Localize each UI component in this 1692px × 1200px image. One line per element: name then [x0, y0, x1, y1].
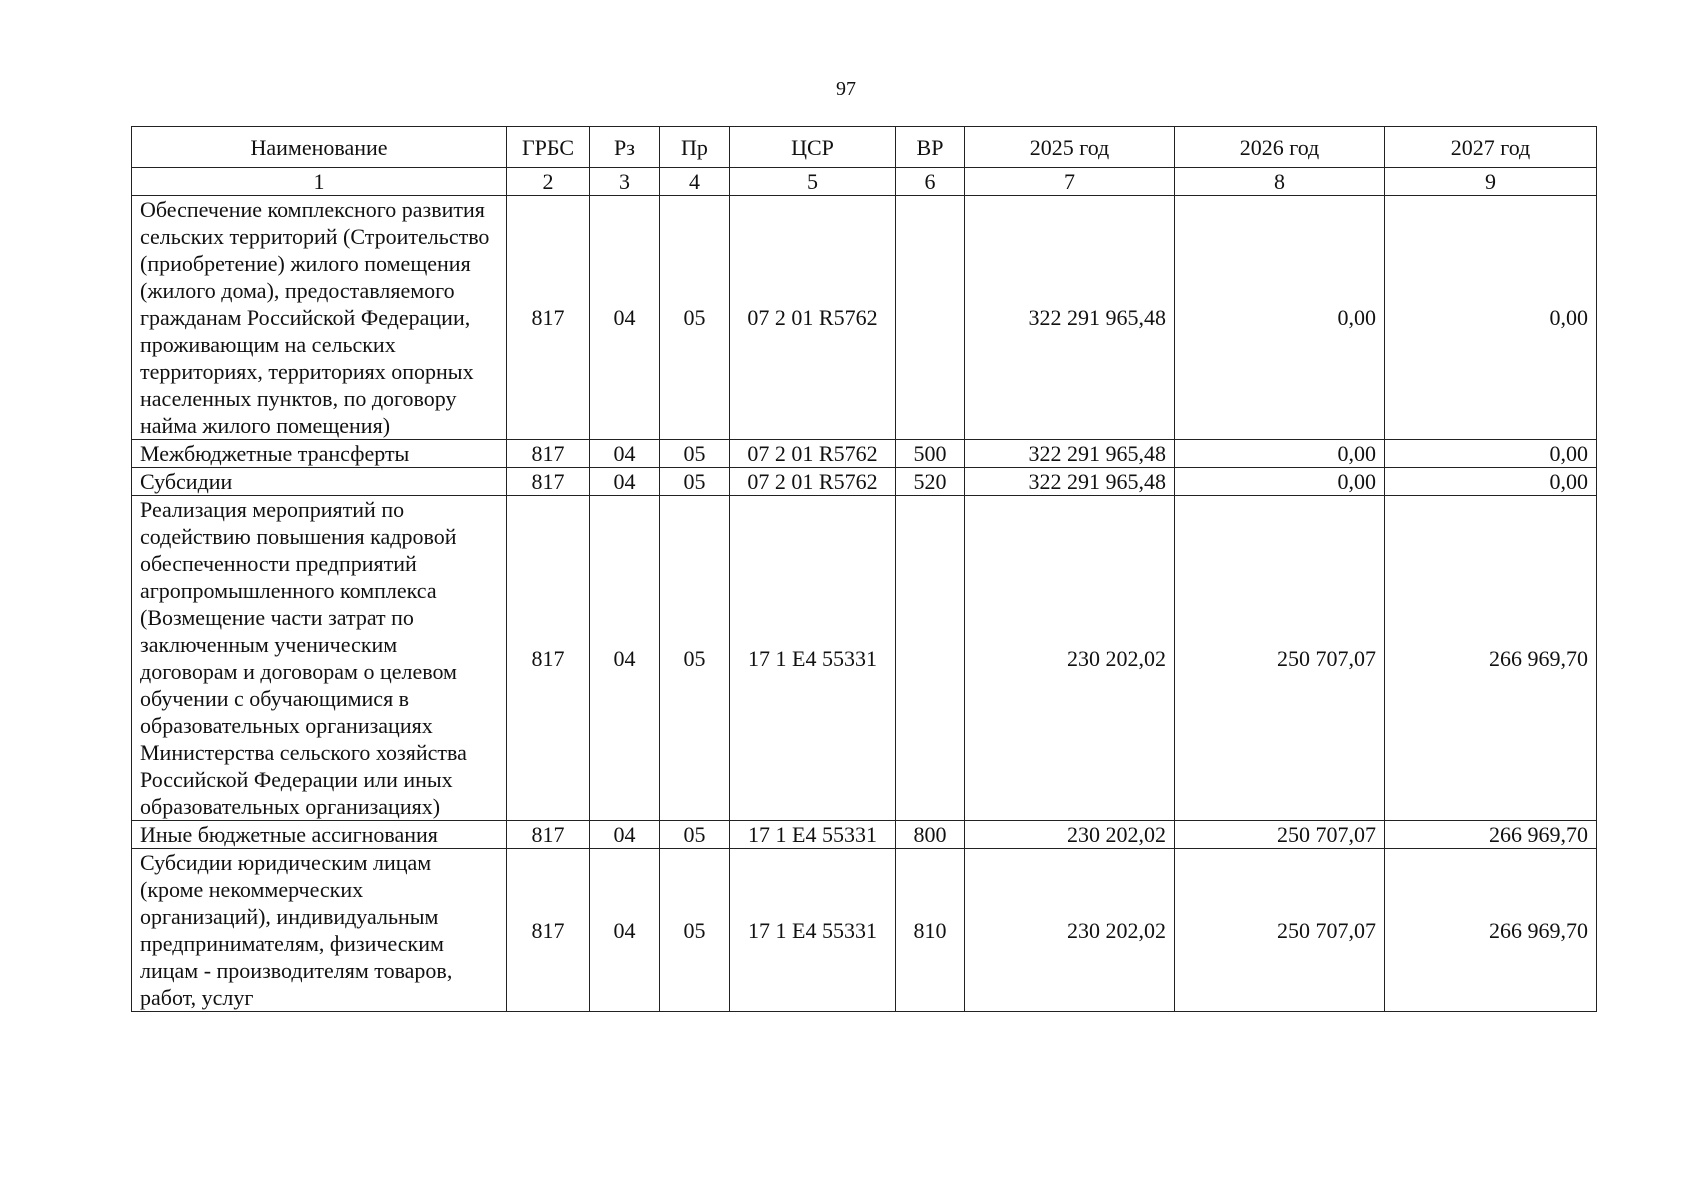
table-row: [132, 821, 1597, 849]
row-vr: 800: [896, 821, 965, 849]
row-2025: 322 291 965,48: [965, 196, 1175, 440]
row-csr: 07 2 01 R5762: [730, 440, 896, 468]
row-2026: 250 707,07: [1175, 821, 1385, 849]
row-grbs: 817: [507, 821, 590, 849]
budget-table: [131, 126, 1597, 1012]
col-number: 5: [730, 168, 896, 196]
row-csr: 17 1 E4 55331: [730, 849, 896, 1012]
row-rz: 04: [590, 440, 660, 468]
row-vr: [896, 196, 965, 440]
header-vr: ВР: [896, 127, 965, 168]
col-number: 2: [507, 168, 590, 196]
table-row: [132, 440, 1597, 468]
row-pr: 05: [660, 440, 730, 468]
header-2026: 2026 год: [1175, 127, 1385, 168]
row-2025: 230 202,02: [965, 821, 1175, 849]
row-vr: [896, 496, 965, 821]
row-2025: 230 202,02: [965, 849, 1175, 1012]
header-grbs: ГРБС: [507, 127, 590, 168]
header-csr: ЦСР: [730, 127, 896, 168]
row-name: Субсидии юридическим лицам (кроме некоммерческих организаций), индивидуальным предпринимателям, физическим лицам - производителям товаров, работ, услуг: [132, 849, 507, 1012]
header-name: Наименование: [132, 127, 507, 168]
row-vr: 520: [896, 468, 965, 496]
page-number: 97: [836, 78, 856, 100]
col-number: 6: [896, 168, 965, 196]
row-grbs: 817: [507, 196, 590, 440]
col-number: 9: [1385, 168, 1597, 196]
row-2027: 0,00: [1385, 440, 1597, 468]
col-number: 1: [132, 168, 507, 196]
row-name: Субсидии: [132, 468, 507, 496]
row-grbs: 817: [507, 849, 590, 1012]
row-2026: 250 707,07: [1175, 496, 1385, 821]
row-csr: 07 2 01 R5762: [730, 196, 896, 440]
row-2027: 0,00: [1385, 468, 1597, 496]
row-pr: 05: [660, 821, 730, 849]
row-name: Межбюджетные трансферты: [132, 440, 507, 468]
table-row: [132, 496, 1597, 821]
row-pr: 05: [660, 196, 730, 440]
column-number-row: [132, 168, 1597, 196]
table-row: [132, 849, 1597, 1012]
row-2027: 266 969,70: [1385, 496, 1597, 821]
row-2025: 322 291 965,48: [965, 440, 1175, 468]
header-rz: Рз: [590, 127, 660, 168]
row-csr: 07 2 01 R5762: [730, 468, 896, 496]
row-2027: 266 969,70: [1385, 849, 1597, 1012]
row-rz: 04: [590, 468, 660, 496]
row-2025: 322 291 965,48: [965, 468, 1175, 496]
row-name: Иные бюджетные ассигнования: [132, 821, 507, 849]
row-rz: 04: [590, 821, 660, 849]
row-grbs: 817: [507, 468, 590, 496]
header-2025: 2025 год: [965, 127, 1175, 168]
row-pr: 05: [660, 849, 730, 1012]
row-2027: 0,00: [1385, 196, 1597, 440]
row-2026: 0,00: [1175, 440, 1385, 468]
row-rz: 04: [590, 849, 660, 1012]
col-number: 3: [590, 168, 660, 196]
row-2027: 266 969,70: [1385, 821, 1597, 849]
col-number: 7: [965, 168, 1175, 196]
table-row: [132, 468, 1597, 496]
row-pr: 05: [660, 496, 730, 821]
row-rz: 04: [590, 496, 660, 821]
row-name: Обеспечение комплексного развития сельских территорий (Строительство (приобретение) жилого помещения (жилого дома), предоставляемого гражданам Российской Федерации, проживающим на сельских территориях, территориях опорных населенных пунктов, по договору найма жилого помещения): [132, 196, 507, 440]
header-row: [132, 127, 1597, 168]
row-name: Реализация мероприятий по содействию повышения кадровой обеспеченности предприятий агропромышленного комплекса (Возмещение части затрат по заключенным ученическим договорам и договорам о целевом обучении с обучающимися в образовательных организациях Министерства сельского хозяйства Российской Федерации или иных образовательных организациях): [132, 496, 507, 821]
row-2025: 230 202,02: [965, 496, 1175, 821]
row-grbs: 817: [507, 440, 590, 468]
row-2026: 0,00: [1175, 196, 1385, 440]
col-number: 4: [660, 168, 730, 196]
row-csr: 17 1 E4 55331: [730, 496, 896, 821]
row-rz: 04: [590, 196, 660, 440]
row-vr: 810: [896, 849, 965, 1012]
row-2026: 0,00: [1175, 468, 1385, 496]
header-pr: Пр: [660, 127, 730, 168]
table-row: [132, 196, 1597, 440]
row-grbs: 817: [507, 496, 590, 821]
col-number: 8: [1175, 168, 1385, 196]
row-2026: 250 707,07: [1175, 849, 1385, 1012]
row-csr: 17 1 E4 55331: [730, 821, 896, 849]
header-2027: 2027 год: [1385, 127, 1597, 168]
row-vr: 500: [896, 440, 965, 468]
row-pr: 05: [660, 468, 730, 496]
